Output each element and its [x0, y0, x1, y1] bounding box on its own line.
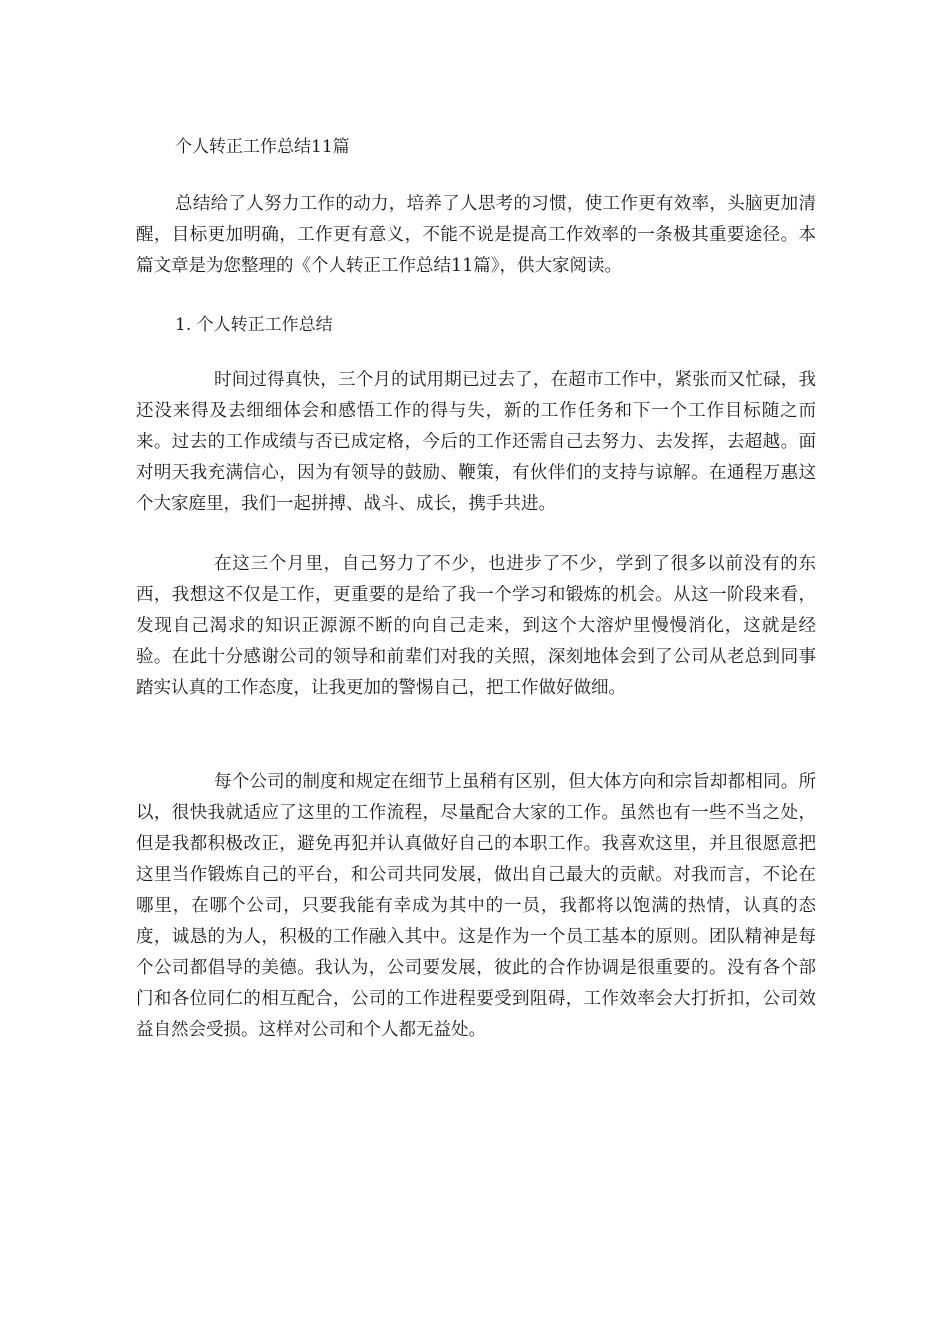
- body-paragraph-2: 在这三个月里，自己努力了不少，也进步了不少，学到了很多以前没有的东西，我想这不仅是工作，更重要的是给了我一个学习和锻炼的机会。从这一阶段来看，发现自己渴求的知识正源源不断的向自己走来，到这个大溶炉里慢慢消化，这就是经验。在此十分感谢公司的领导和前辈们对我的关照，深刻地体会到了公司从老总到同事踏实认真的工作态度，让我更加的警惕自己，把工作做好做细。: [136, 554, 816, 698]
- body-paragraph-1: 时间过得真快，三个月的试用期已过去了，在超市工作中，紧张而又忙碌，我还没来得及去细细体会和感悟工作的得与失，新的工作任务和下一个工作目标随之而来。过去的工作成绩与否已成定格，今后的工作还需自己去努力、去发挥，去超越。面对明天我充满信心，因为有领导的鼓励、鞭策，有伙伴们的支持与谅解。在通程万惠这个大家庭里，我们一起拼搏、战斗、成长，携手共进。: [136, 370, 816, 514]
- body-paragraph-3: 每个公司的制度和规定在细节上虽稍有区别，但大体方向和宗旨却都相同。所以，很快我就适应了这里的工作流程，尽量配合大家的工作。虽然也有一些不当之处，但是我都积极改正，避免再犯并认真做好自己的本职工作。我喜欢这里，并且很愿意把这里当作锻炼自己的平台，和公司共同发展，做出自己最大的贡献。对我而言，不论在哪里，在哪个公司，只要我能有幸成为其中的一员，我都将以饱满的热情，认真的态度，诚恳的为人，积极的工作融入其中。这是作为一个员工基本的原则。团队精神是每个公司都倡导的美德。我认为，公司要发展，彼此的合作协调是很重要的。没有各个部门和各位同仁的相互配合，公司的工作进程要受到阻碍，工作效率会大打折扣，公司效益自然会受损。这样对公司和个人都无益处。: [136, 772, 816, 1040]
- section-heading: 1. 个人转正工作总结: [175, 315, 333, 335]
- document-title: 个人转正工作总结11篇: [175, 137, 350, 157]
- intro-paragraph: 总结给了人努力工作的动力，培养了人思考的习惯，使工作更有效率，头脑更加清醒，目标更加明确，工作更有意义，不能不说是提高工作效率的一条极其重要途径。本篇文章是为您整理的《个人转正工作总结11篇》，供大家阅读。: [136, 194, 816, 276]
